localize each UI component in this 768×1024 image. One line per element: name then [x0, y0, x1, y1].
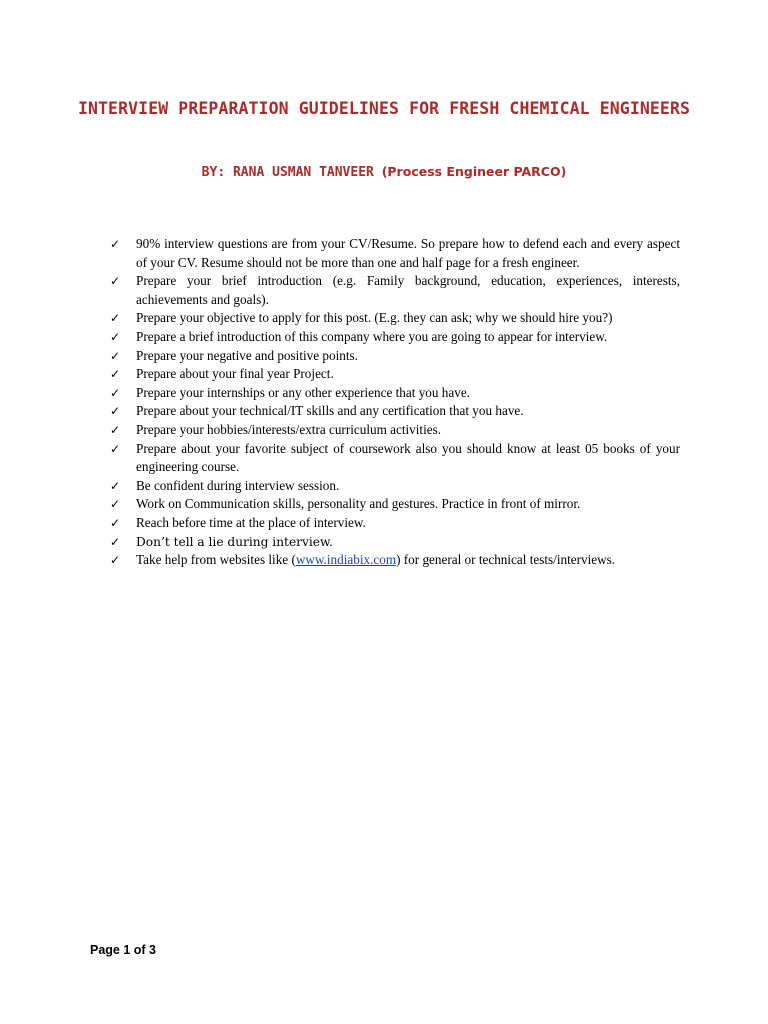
- list-item-text: Prepare your brief introduction (e.g. Family background, education, experiences, interests, achievements and goals).: [136, 273, 680, 307]
- checkmark-icon: ✓: [110, 553, 121, 568]
- list-item: [110, 384, 680, 403]
- checkmark-icon: ✓: [110, 237, 121, 251]
- list-item: [110, 347, 680, 366]
- guideline-list: [110, 235, 680, 570]
- list-item-text: Prepare about your final year Project.: [136, 366, 334, 382]
- list-item-text: Prepare your objective to apply for this post. (E.g. they can ask; why we should hire you?): [136, 310, 613, 326]
- checkmark-icon: ✓: [110, 385, 121, 400]
- checkmark-icon: ✓: [110, 497, 121, 512]
- list-item-text: Work on Communication skills, personality and gestures. Practice in front of mirror.: [136, 496, 581, 512]
- list-item-text: Prepare about your technical/IT skills and any certification that you have.: [136, 403, 524, 419]
- list-item-text: Take help from websites like (: [136, 552, 296, 568]
- checkmark-icon: ✓: [110, 329, 121, 344]
- list-item: [110, 328, 680, 347]
- list-item-text-suffix: ) for general or technical tests/interviews.: [396, 552, 616, 568]
- checkmark-icon: ✓: [110, 441, 121, 456]
- list-item-text: 90% interview questions are from your CV/Resume. So prepare how to defend each and every aspect of your CV. Resume should not be more than one and half page for a fresh engineer.: [136, 236, 680, 270]
- list-item: [110, 440, 680, 477]
- list-item-text: Reach before time at the place of interview.: [136, 514, 366, 530]
- list-item: [110, 421, 680, 440]
- checkmark-icon: ✓: [110, 274, 121, 289]
- checkmark-icon: ✓: [110, 422, 121, 437]
- checkmark-icon: ✓: [110, 534, 121, 549]
- list-item-text: Prepare about your favorite subject of coursework also you should know at least 05 books of your engineering course.: [136, 440, 680, 475]
- checkmark-icon: ✓: [110, 404, 121, 419]
- list-item-text: Prepare your negative and positive points.: [136, 347, 358, 363]
- list-item: [110, 365, 680, 384]
- checkmark-icon: ✓: [110, 515, 121, 530]
- list-item: [110, 272, 680, 309]
- list-item-text: Prepare your hobbies/interests/extra curriculum activities.: [136, 421, 442, 437]
- byline-author: BY: RANA USMAN TANVEER: [201, 165, 374, 180]
- list-item: [110, 402, 680, 421]
- list-item-text: Prepare a brief introduction of this company where you are going to appear for interview.: [136, 328, 608, 344]
- list-item: [110, 533, 680, 552]
- list-item: [110, 477, 680, 496]
- checkmark-icon: ✓: [110, 348, 121, 363]
- list-item: [110, 235, 680, 272]
- list-item: [110, 551, 680, 570]
- list-item: [110, 309, 680, 328]
- checkmark-icon: ✓: [110, 478, 121, 493]
- list-item: [110, 514, 680, 533]
- checkmark-icon: ✓: [110, 367, 121, 382]
- list-item-text: Prepare your internships or any other experience that you have.: [136, 384, 470, 400]
- checkmark-icon: ✓: [110, 311, 121, 326]
- indiabix-link[interactable]: www.indiabix.com: [295, 552, 397, 568]
- page-number-footer: Page 1 of 3: [90, 943, 156, 957]
- byline-role: (Process Engineer PARCO): [381, 164, 567, 179]
- list-item-text: Be confident during interview session.: [136, 477, 340, 493]
- list-item: [110, 495, 680, 514]
- list-item-text: Don’t tell a lie during interview.: [136, 534, 333, 549]
- author-byline: [60, 164, 708, 180]
- document-title: INTERVIEW PREPARATION GUIDELINES FOR FRESH CHEMICAL ENGINEERS: [77, 99, 691, 118]
